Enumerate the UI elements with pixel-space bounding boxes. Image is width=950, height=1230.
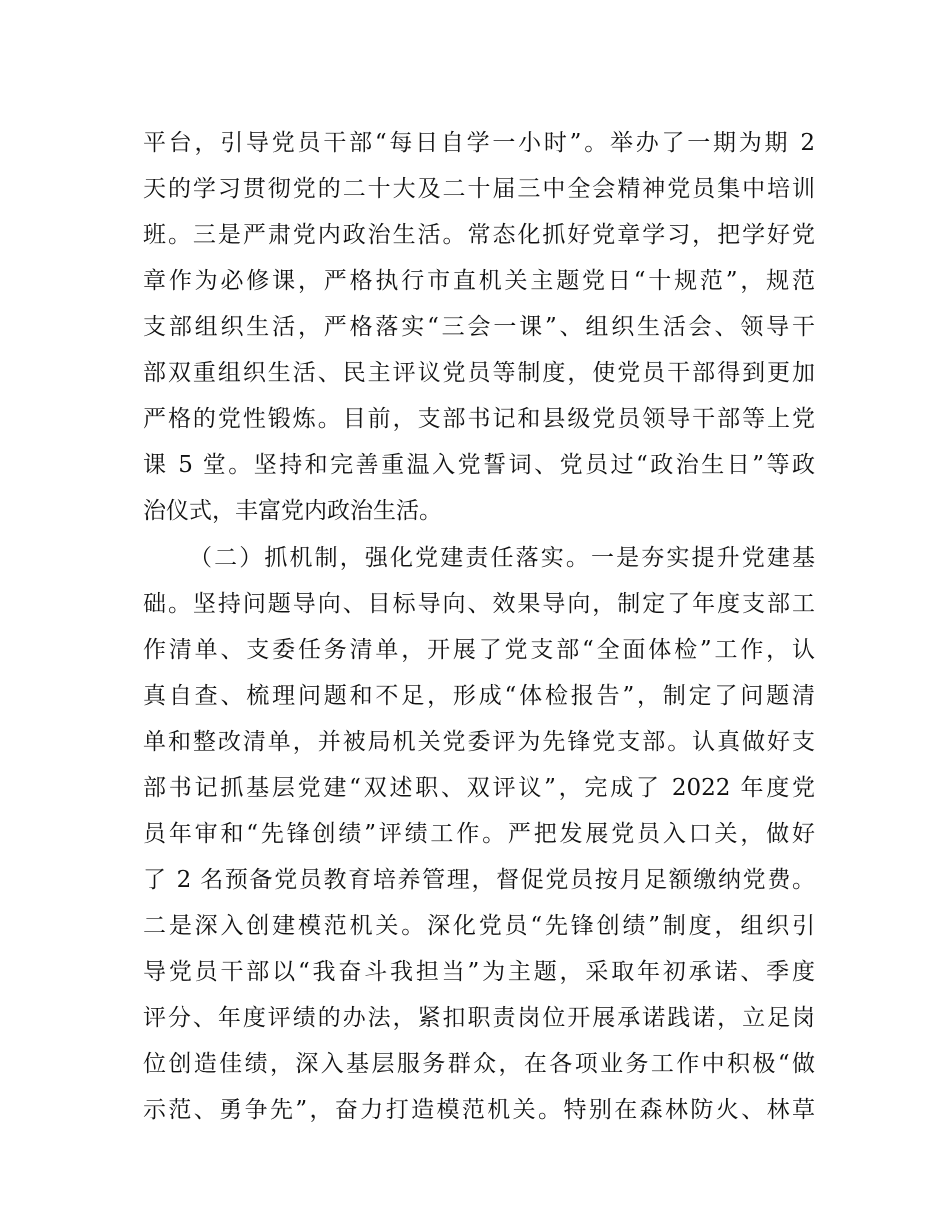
paragraph-2-line-1: （二）抓机制，强化党建责任落实。一是夯实提升党建基 bbox=[189, 545, 815, 571]
paragraph-1-line-1: 平台，引导党员干部“每日自学一小时”。举办了一期为期 2 bbox=[143, 130, 815, 156]
paragraph-1-line-2: 天的学习贯彻党的二十大及二十届三中全会精神党员集中培训 bbox=[143, 176, 815, 202]
paragraph-2-line-12: 位创造佳绩，深入基层服务群众，在各项业务工作中积极“做 bbox=[143, 1051, 815, 1077]
paragraph-2-line-8: 了 2 名预备党员教育培养管理，督促党员按月足额缴纳党费。 bbox=[143, 867, 815, 893]
paragraph-1-line-4: 章作为必修课，严格执行市直机关主题党日“十规范”，规范 bbox=[143, 268, 815, 294]
paragraph-1-line-9: 治仪式，丰富党内政治生活。 bbox=[143, 498, 442, 524]
paragraph-2-line-3: 作清单、支委任务清单，开展了党支部“全面体检”工作，认 bbox=[143, 637, 815, 663]
paragraph-1-line-8: 课 5 堂。坚持和完善重温入党誓词、党员过“政治生日”等政 bbox=[143, 452, 815, 478]
paragraph-1-line-3: 班。三是严肃党内政治生活。常态化抓好党章学习，把学好党 bbox=[143, 222, 815, 248]
paragraph-2-line-7: 员年审和“先锋创绩”评绩工作。严把发展党员入口关，做好 bbox=[143, 821, 815, 847]
paragraph-1-line-5: 支部组织生活，严格落实“三会一课”、组织生活会、领导干 bbox=[143, 314, 815, 340]
paragraph-2-line-2: 础。坚持问题导向、目标导向、效果导向，制定了年度支部工 bbox=[143, 591, 815, 617]
paragraph-1-line-7: 严格的党性锻炼。目前，支部书记和县级党员领导干部等上党 bbox=[143, 406, 815, 432]
paragraph-2-line-6: 部书记抓基层党建“双述职、双评议”，完成了 2022 年度党 bbox=[143, 775, 816, 801]
paragraph-1-line-6: 部双重组织生活、民主评议党员等制度，使党员干部得到更加 bbox=[143, 360, 815, 386]
paragraph-2-line-10: 导党员干部以“我奋斗我担当”为主题，采取年初承诺、季度 bbox=[143, 959, 815, 985]
paragraph-2-line-4: 真自查、梳理问题和不足，形成“体检报告”，制定了问题清 bbox=[143, 683, 815, 709]
paragraph-2-line-5: 单和整改清单，并被局机关党委评为先锋党支部。认真做好支 bbox=[143, 729, 815, 755]
paragraph-2-line-9: 二是深入创建模范机关。深化党员“先锋创绩”制度，组织引 bbox=[143, 913, 815, 939]
paragraph-2-line-11: 评分、年度评绩的办法，紧扣职责岗位开展承诺践诺，立足岗 bbox=[143, 1005, 815, 1031]
paragraph-2-line-13: 示范、勇争先”，奋力打造模范机关。特别在森林防火、林草 bbox=[143, 1097, 815, 1123]
